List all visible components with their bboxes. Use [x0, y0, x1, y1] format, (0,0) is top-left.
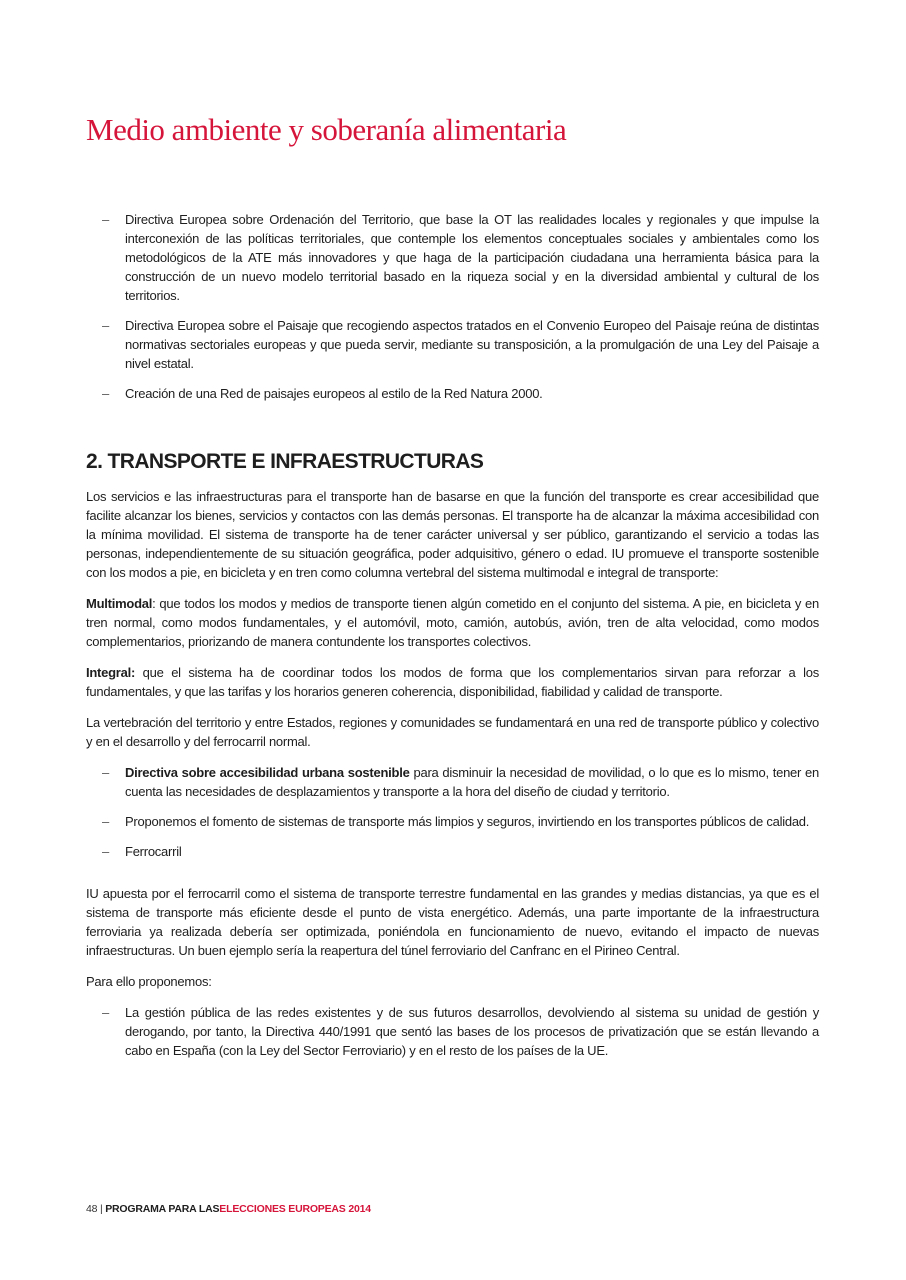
page-footer	[86, 1203, 371, 1215]
list-item: – Ferrocarril	[102, 844, 182, 859]
bullet-list-bottom	[86, 1003, 819, 1060]
list-item: – Creación de una Red de paisajes europeos al estilo de la Red Natura 2000.	[102, 386, 543, 401]
page-title: Medio ambiente y soberanía alimentaria	[86, 112, 567, 147]
vertebracion-paragraph: La vertebración del territorio y entre Estados, regiones y comunidades se fundamentará en una red de transporte público y colectivo y en el desarrollo y del ferrocarril normal.	[86, 715, 819, 749]
list-item: – La gestión pública de las redes existentes y de sus futuros desarrollos, devolviendo al sistema su unidad de gestión y derogando, por tanto, la Directiva 440/1991 que sentó las bases de los procesos de privatización que se están llevando a cabo en España (con la Ley del Sector Ferroviario) y en el resto de los países de la UE.	[102, 1005, 819, 1058]
intro-paragraph: Los servicios e las infraestructuras para el transporte han de basarse en que la función del transporte es crear accesibilidad que facilite alcanzar los bienes, servicios y contactos con las demás personas. El transporte ha de alcanzar la máxima accesibilidad con la mínima movilidad. El sistema de transporte ha de tener carácter universal y ser público, garantizando el servicio a todas las personas, independientemente de su situación geográfica, poder adquisitivo, género o edad. IU promueve el transporte sostenible con los modos a pie, en bicicleta y en tren como columna vertebral del sistema multimodal e integral de transporte:	[86, 489, 819, 580]
multimodal-paragraph: Multimodal: que todos los modos y medios de transporte tienen algún cometido en el conjunto del sistema. A pie, en bicicleta y en tren normal, como modos fundamentales, y el automóvil, moto, camión, autobús, avión, tren de alta velocidad, como modos complementarios, priorizando de manera contundente los transportes colectivos.	[86, 596, 819, 649]
para-ello-paragraph: Para ello proponemos:	[86, 974, 212, 989]
bullet-list-mid	[86, 763, 819, 861]
footer-program: PROGRAMA PARA LAS	[105, 1203, 220, 1215]
list-item: – Proponemos el fomento de sistemas de transporte más limpios y seguros, invirtiendo en los transportes públicos de calidad.	[102, 814, 810, 829]
page-number: 48 |	[86, 1203, 103, 1215]
list-item: – Directiva Europea sobre el Paisaje que recogiendo aspectos tratados en el Convenio Europeo del Paisaje reúna de distintas normativas sectoriales europeas y que pueda servir, mediante su transposición, a la promulgación de una Ley del Paisaje a nivel estatal.	[102, 318, 819, 371]
list-item: – Directiva sobre accesibilidad urbana sostenible para disminuir la necesidad de movilidad, o lo que es lo mismo, tener en cuenta las necesidades de desplazamientos y transporte a la hora del diseño de ciudad y territorio.	[102, 765, 819, 799]
footer-election: ELECCIONES EUROPEAS 2014	[219, 1203, 371, 1215]
section-heading: 2. TRANSPORTE E INFRAESTRUCTURAS	[86, 450, 484, 473]
section-body	[86, 487, 819, 1071]
bullet-list-top	[86, 210, 819, 414]
integral-paragraph: Integral: que el sistema ha de coordinar todos los modos de forma que los complementarios sirvan para reforzar a los fundamentales, y que las tarifas y los horarios generen coherencia, disponibilidad, fiabilidad y calidad de transporte.	[86, 665, 819, 699]
ferrocarril-paragraph: IU apuesta por el ferrocarril como el sistema de transporte terrestre fundamental en las grandes y medias distancias, ya que es el sistema de transporte más eficiente desde el punto de vista energético. Además, una parte importante de la infraestructura ferroviaria ya realizada debería ser optimizada, poniéndola en funcionamiento de nuevo, evitando el impacto de nuevas infraestructuras. Un buen ejemplo sería la reapertura del túnel ferroviario del Canfranc en el Pirineo Central.	[86, 886, 819, 958]
list-item: – Directiva Europea sobre Ordenación del Territorio, que base la OT las realidades locales y regionales y que impulse la interconexión de las políticas territoriales, que contemple los elementos conceptuales sociales y ambientales como los metodológicos de la ATE más innovadores y que haga de la participación ciudadana una herramienta básica para la construcción de un nuevo modelo territorial basado en la riqueza social y en la diversidad ambiental y cultural de los territorios.	[102, 212, 819, 303]
